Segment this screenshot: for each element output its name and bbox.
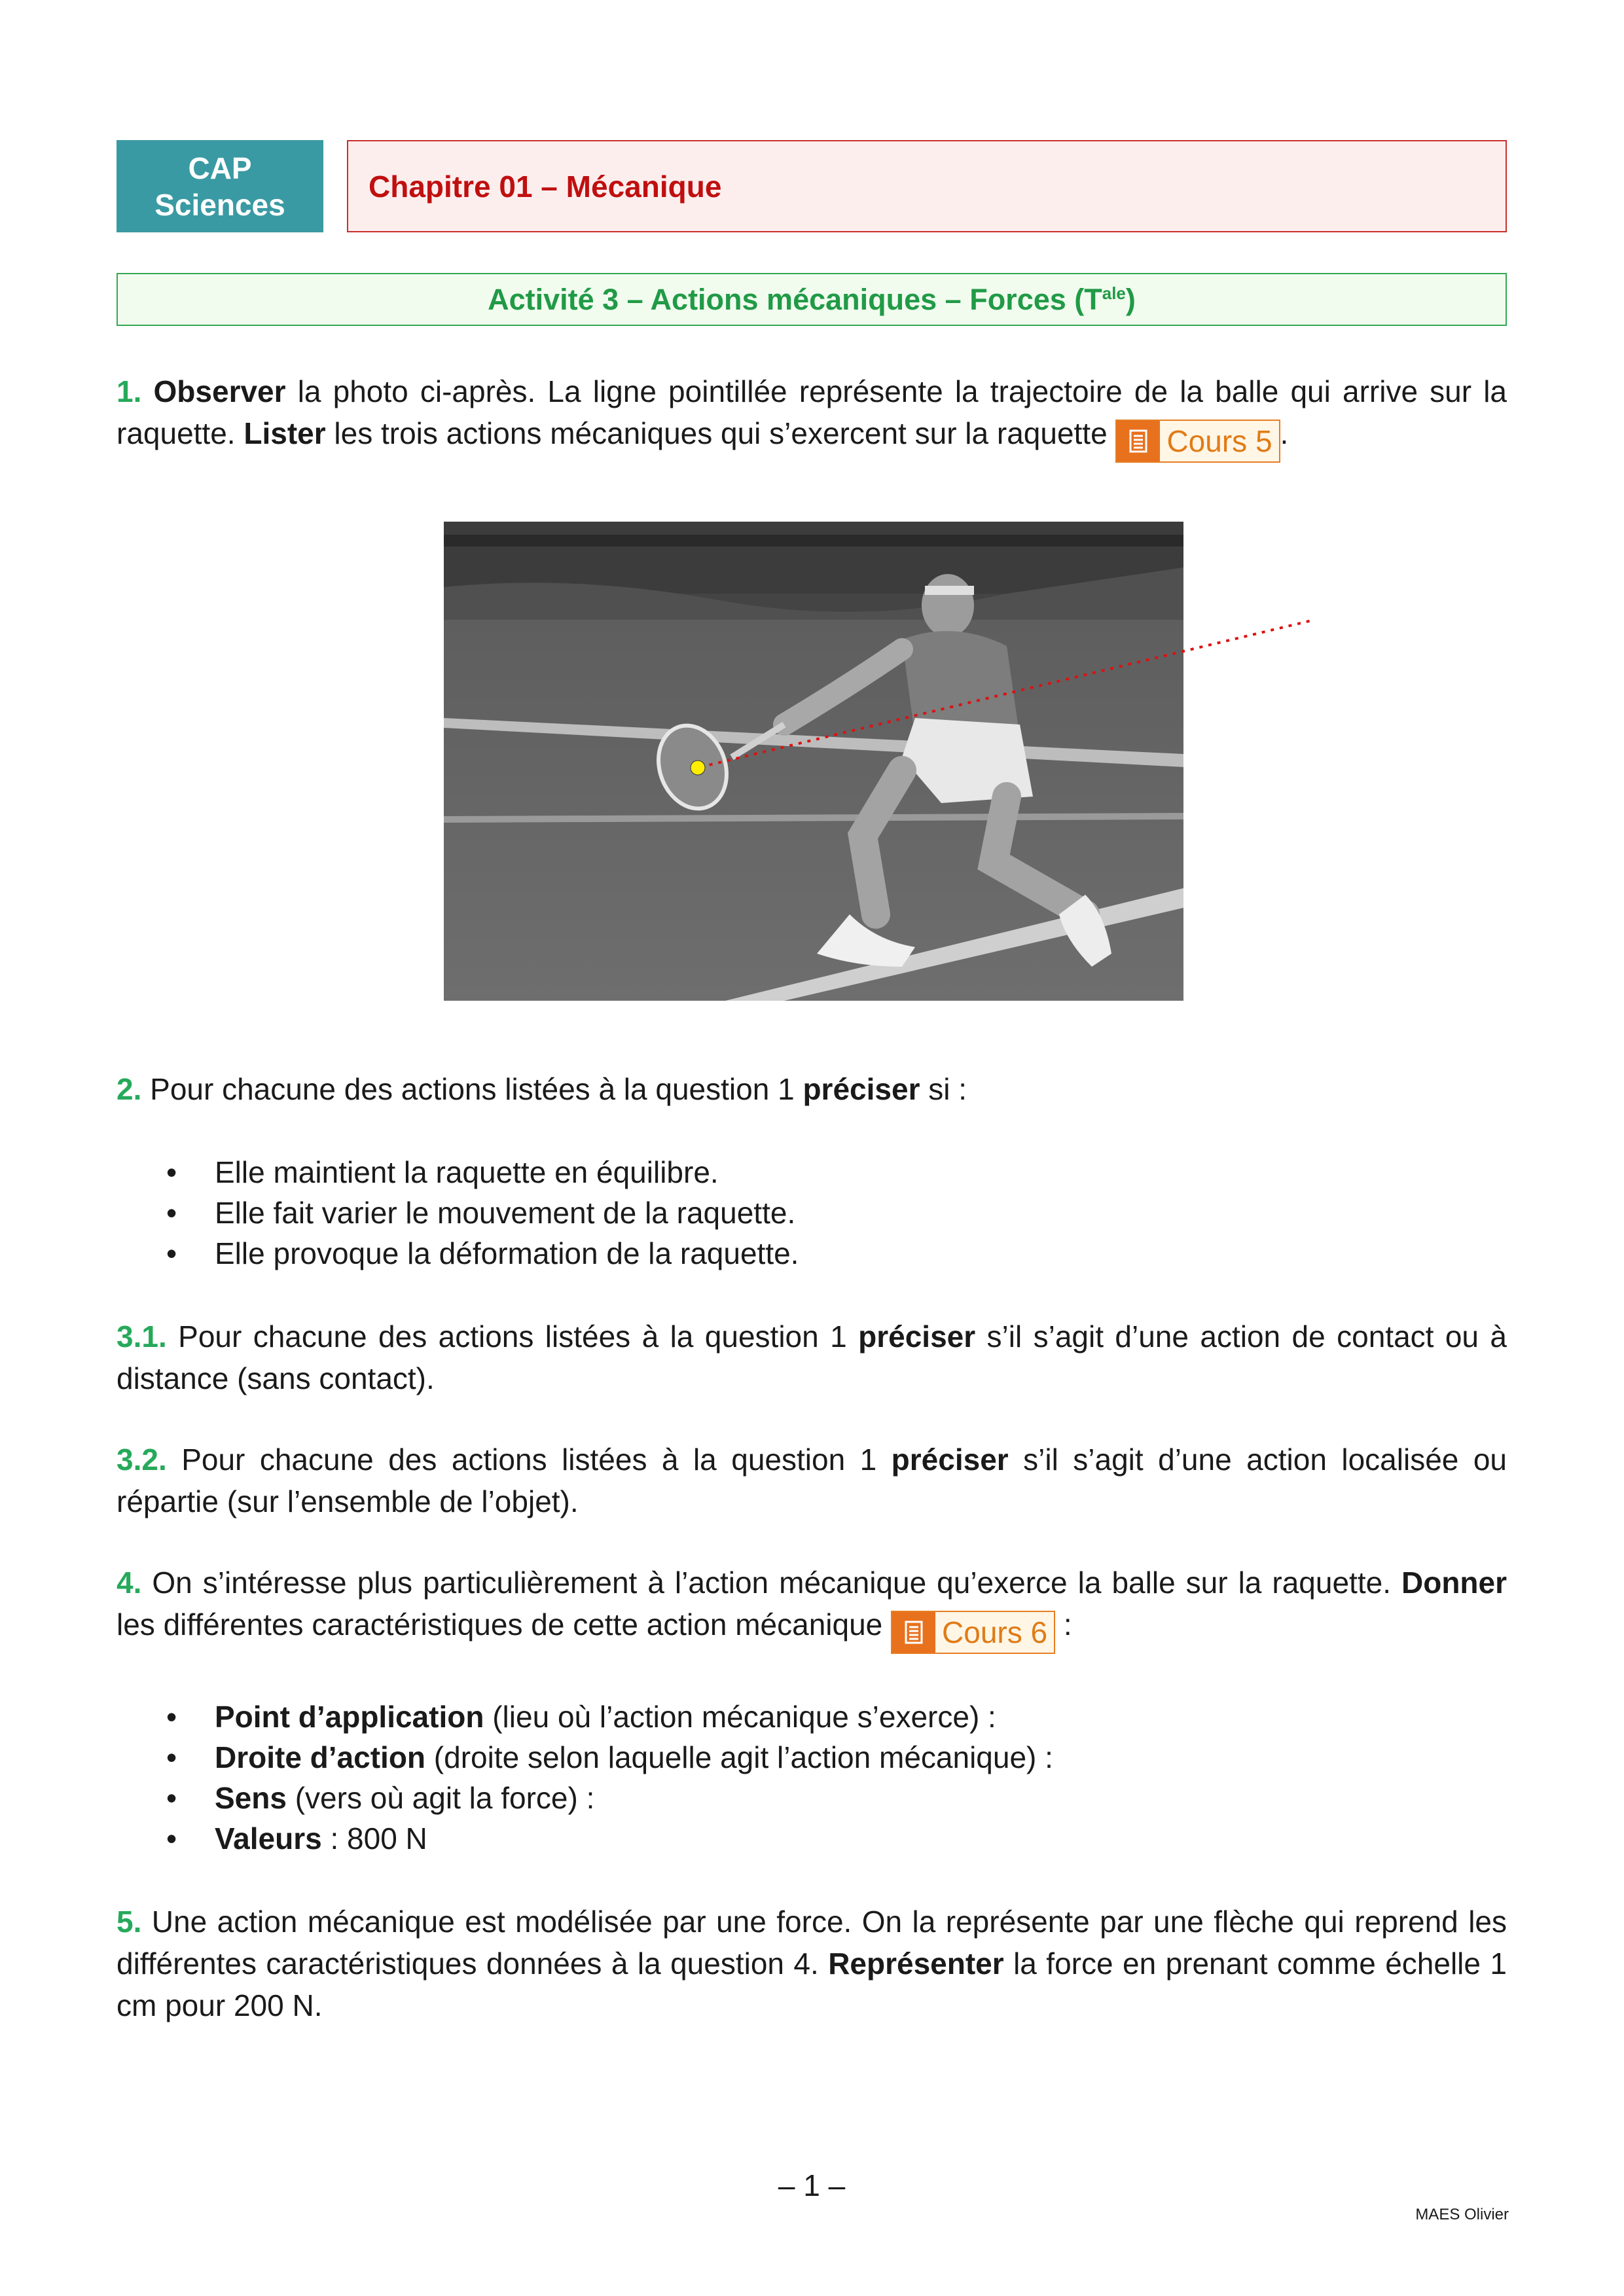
activity-title-box (117, 273, 1507, 326)
document-icon (892, 1612, 935, 1653)
author: MAES Olivier (1415, 2206, 1509, 2223)
question-number: 4. (117, 1566, 142, 1600)
cours-6-link[interactable]: Cours 6 (891, 1611, 1055, 1654)
tennis-photo (444, 522, 1183, 1001)
question-3-1: 3.1. Pour chacune des actions listées à la question 1 préciser s’il s’agit d’une action de contact ou à distance (sans contact). (117, 1319, 1507, 1395)
page-number: – 1 – (778, 2168, 846, 2202)
subject-badge-line1: CAP (188, 151, 252, 185)
cours-5-link[interactable]: Cours 5 (1115, 420, 1280, 463)
list-item: • Elle maintient la raquette en équilibre. (117, 1152, 1507, 1193)
question-4-list (117, 1696, 1507, 1859)
chapter-title: Chapitre 01 – Mécanique (369, 169, 722, 204)
subject-badge-line2: Sciences (154, 187, 285, 222)
question-3-2: 3.2. Pour chacune des actions listées à la question 1 préciser s’il s’agit d’une action localisée ou répartie (sur l’ensemble de l’objet). (117, 1443, 1507, 1518)
question-2-list (117, 1152, 1507, 1274)
question-1: 1. Observer la photo ci-après. La ligne pointillée représente la trajectoire de la balle qui arrive sur la raquette. Lister les trois actions mécaniques qui s’exercent sur la raquette Cours 5 . (117, 370, 1507, 463)
list-item: • Sens (vers où agit la force) : (117, 1778, 1507, 1818)
question-number: 2. (117, 1072, 142, 1106)
question-5: 5. Une action mécanique est modélisée par une force. On la représente par une flèche qui reprend les différentes caractéristiques données à la question 4. Représenter la force en prenant comme échelle 1 cm pour 200 N. (117, 1905, 1507, 2022)
question-number: 5. (117, 1905, 142, 1939)
list-item: • Valeurs : 800 N (117, 1818, 1507, 1859)
question-number: 3.1. (117, 1319, 167, 1354)
list-item: • Elle fait varier le mouvement de la raquette. (117, 1193, 1507, 1233)
question-4: 4. On s’intéresse plus particulièrement à l’action mécanique qu’exerce la balle sur la raquette. Donner les différentes caractéristiques de cette action mécanique Cours 6 : (117, 1562, 1507, 1654)
list-item: • Point d’application (lieu où l’action mécanique s’exerce) : (117, 1696, 1507, 1737)
document-icon (1117, 421, 1160, 461)
subject-badge (117, 140, 323, 232)
list-item: • Elle provoque la déformation de la raquette. (117, 1233, 1507, 1274)
chapter-title-box (347, 140, 1507, 232)
activity-title: Activité 3 – Actions mécaniques – Forces $(T^{ale})$ (488, 282, 1136, 316)
question-2: 2. Pour chacune des actions listées à la question 1 préciser si : (117, 1072, 967, 1106)
list-item: • Droite d’action (droite selon laquelle agit l’action mécanique) : (117, 1737, 1507, 1778)
question-number: 3.2. (117, 1443, 167, 1477)
question-number: 1. (117, 374, 142, 408)
